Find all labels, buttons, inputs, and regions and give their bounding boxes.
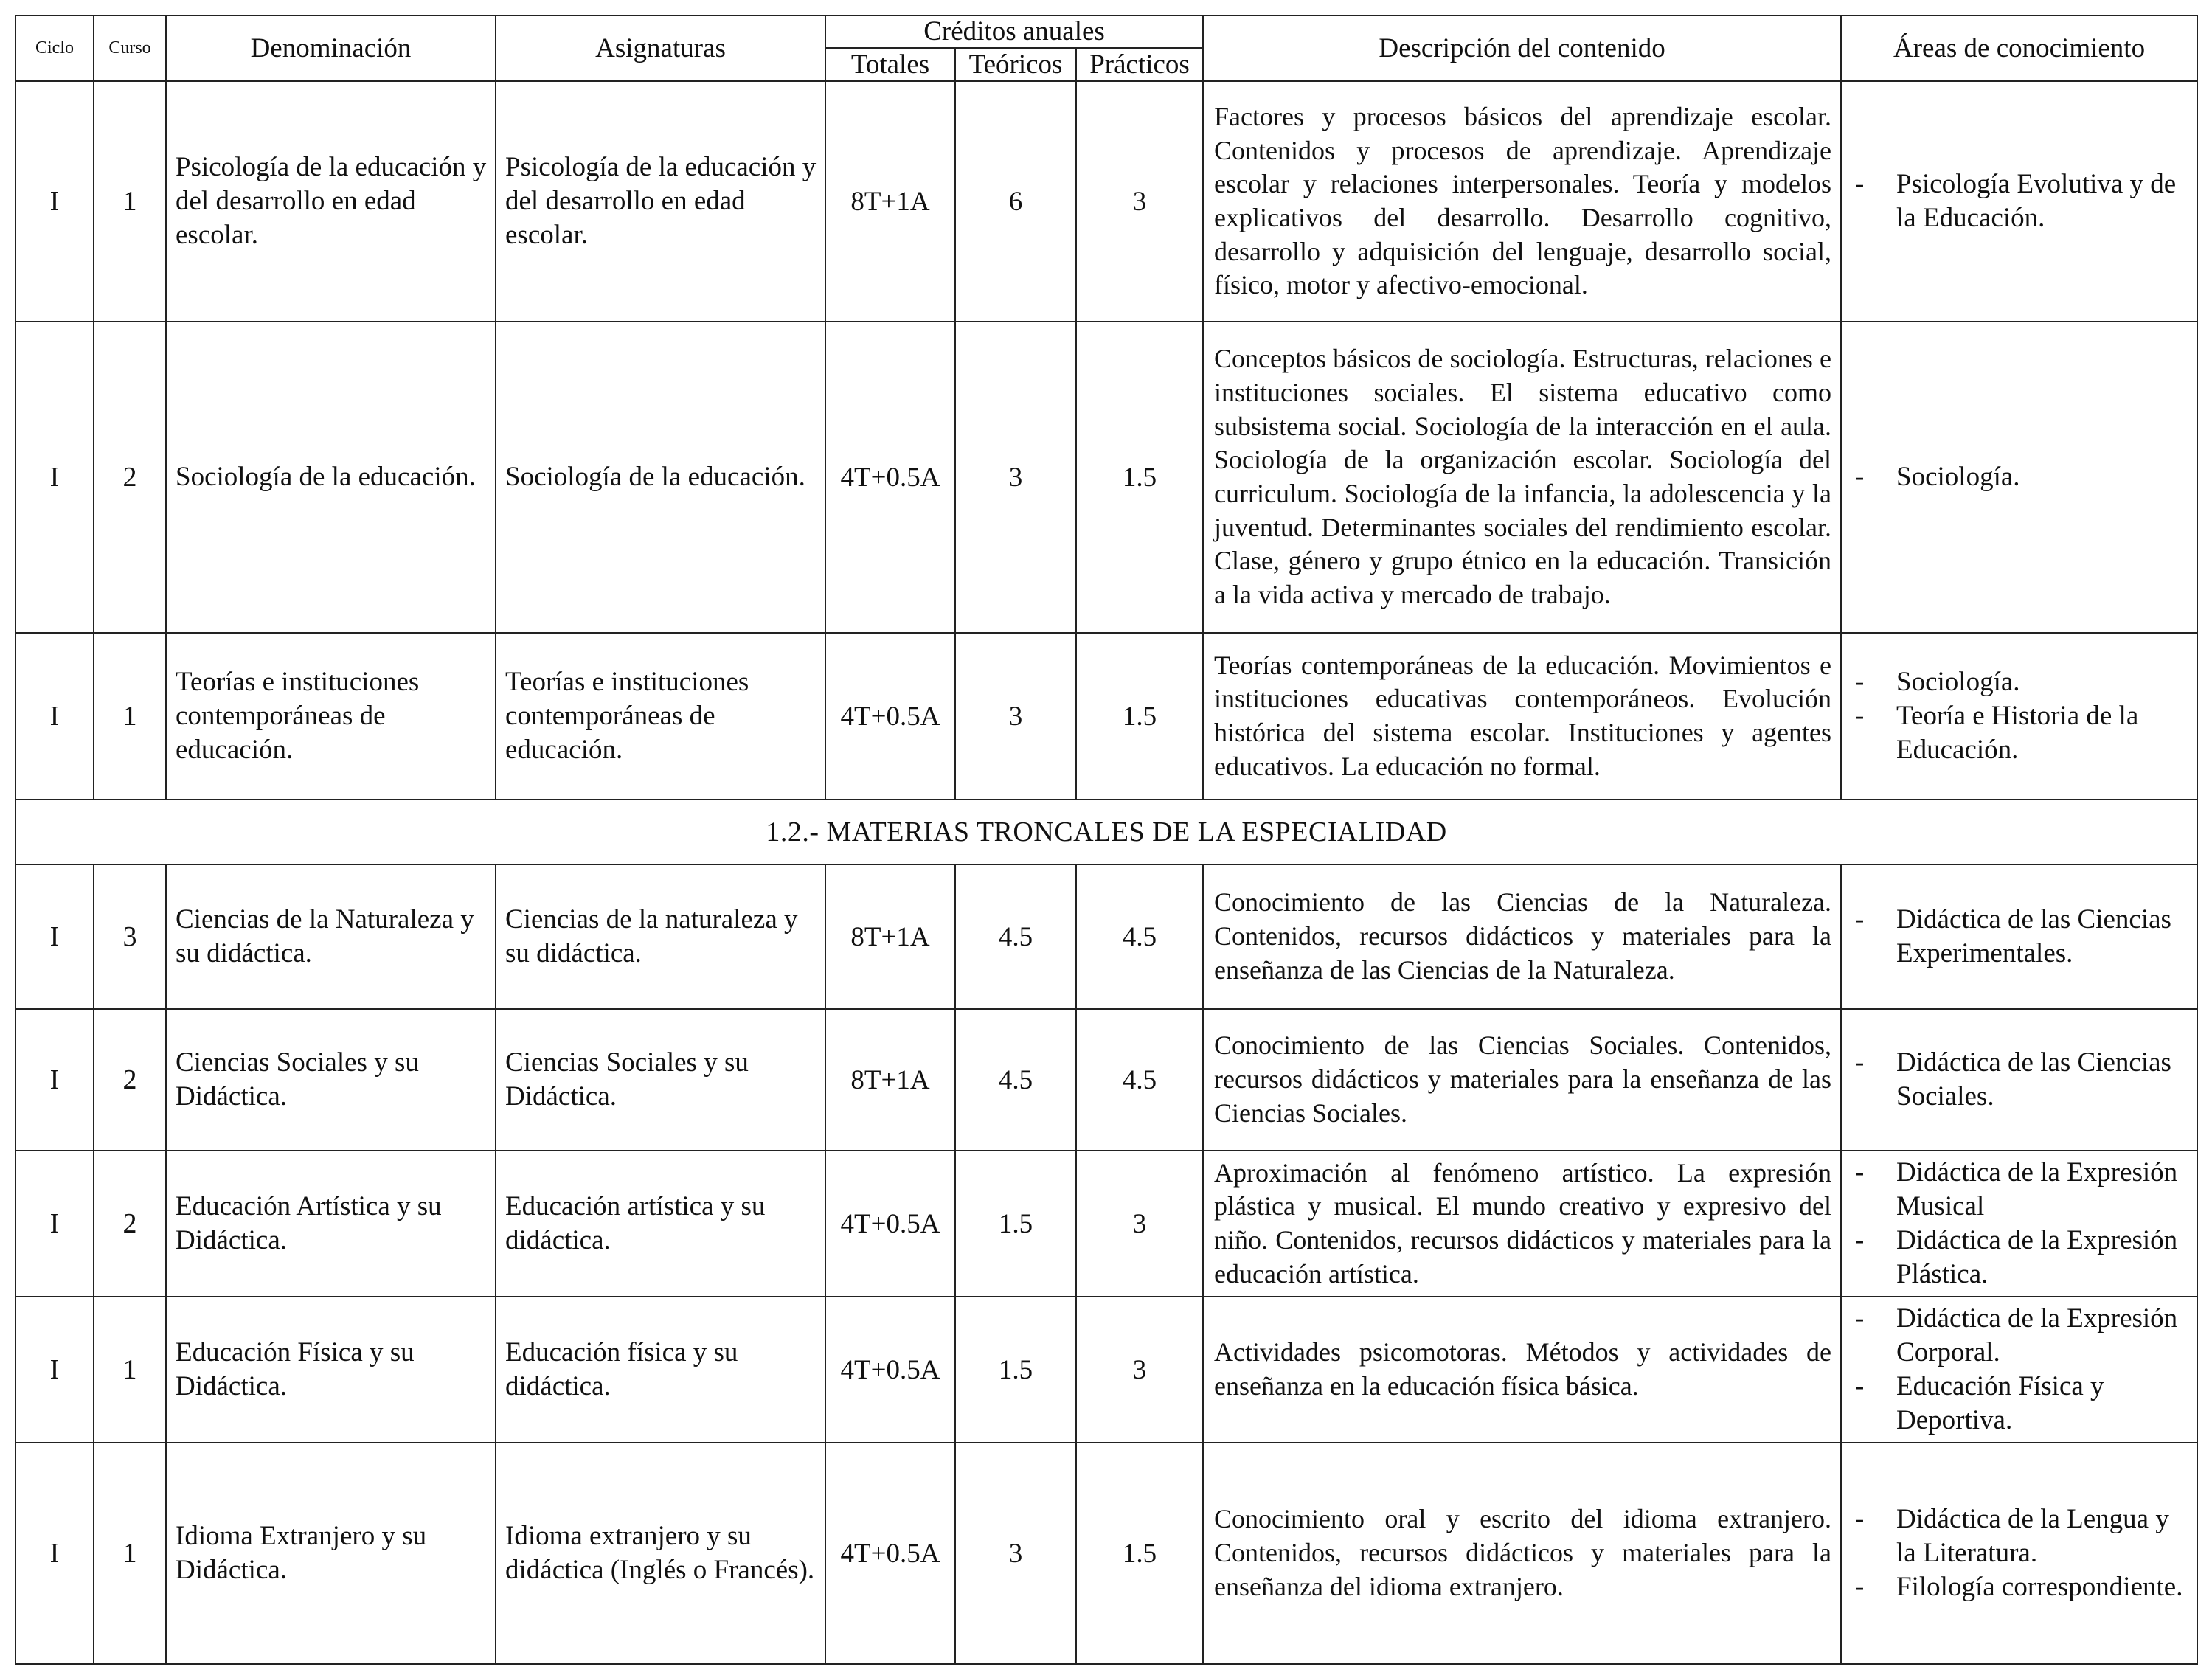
cell-descripcion: Factores y procesos básicos del aprendizaje escolar. Contenidos y procesos de aprendizaje. Aprendizaje escolar y relaciones interpersonales. Teoría y modelos explicativos del desarrollo. Desarrollo cognitivo, desarrollo y adquisición del lenguaje, desarrollo social, físico, motor y afectivo-emocional. [1203,81,1841,322]
cell-ciclo: I [15,633,94,800]
area-item: - Filología correspondiente. [1855,1571,2183,1602]
cell-ciclo: I [15,1009,94,1151]
table-row [15,633,2197,800]
header-asignaturas: Asignaturas [496,15,825,81]
cell-areas [1841,864,2197,1009]
area-item: - Sociología. [1855,462,2020,493]
cell-descripcion: Actividades psicomotoras. Métodos y actividades de enseñanza en la educación física básica. [1203,1297,1841,1443]
cell-descripcion: Teorías contemporáneas de la educación. Movimientos e instituciones educativas contemporáneos. Evolución histórica del sistema escolar. Instituciones y agentes educativos. La educación no formal. [1203,633,1841,800]
area-item: - Psicología Evolutiva y de la Educación. [1855,169,2177,233]
cell-areas [1841,81,2197,322]
area-item: - Didáctica de la Lengua y la Literatura. [1855,1504,2169,1569]
cell-areas [1841,1297,2197,1443]
cell-areas [1841,1151,2197,1297]
header-practicos: Prácticos [1076,48,1203,81]
cell-totales: 4T+0.5A [825,1151,955,1297]
header-areas: Áreas de conocimiento [1841,15,2197,81]
cell-practicos: 3 [1076,1297,1203,1443]
cell-practicos: 3 [1076,81,1203,322]
cell-areas [1841,322,2197,633]
cell-asignaturas: Ciencias Sociales y su Didáctica. [496,1009,825,1151]
area-label: Didáctica de la Expresión Plástica. [1896,1225,2178,1289]
area-label: Sociología. [1896,462,2020,493]
cell-denominacion: Teorías e instituciones contemporáneas de educación. [166,633,496,800]
cell-totales: 4T+0.5A [825,322,955,633]
cell-ciclo: I [15,81,94,322]
cell-curso: 2 [94,1151,166,1297]
cell-teoricos: 3 [955,633,1076,800]
cell-descripcion: Aproximación al fenómeno artístico. La expresión plástica y musical. El mundo creativo y expresivo del niño. Contenidos, recursos didácticos y materiales para la educación artística. [1203,1151,1841,1297]
cell-denominacion: Psicología de la educación y del desarrollo en edad escolar. [166,81,496,322]
area-label: Didáctica de la Expresión Corporal. [1896,1303,2178,1368]
cell-practicos: 4.5 [1076,864,1203,1009]
header-denominacion: Denominación [166,15,496,81]
cell-descripcion: Conocimiento oral y escrito del idioma extranjero. Contenidos, recursos didácticos y materiales para la enseñanza del idioma extranjero. [1203,1443,1841,1664]
cell-asignaturas: Educación artística y su didáctica. [496,1151,825,1297]
cell-denominacion: Sociología de la educación. [166,322,496,633]
cell-denominacion: Ciencias de la Naturaleza y su didáctica. [166,864,496,1009]
area-label: Psicología Evolutiva y de la Educación. [1896,169,2177,233]
area-label: Sociología. [1896,667,2020,698]
cell-descripcion: Conocimiento de las Ciencias de la Naturaleza. Contenidos, recursos didácticos y materiales para la enseñanza de las Ciencias de la Naturaleza. [1203,864,1841,1009]
cell-denominacion: Educación Artística y su Didáctica. [166,1151,496,1297]
cell-totales: 4T+0.5A [825,1297,955,1443]
section-heading-row [15,800,2197,864]
cell-asignaturas: Idioma extranjero y su didáctica (Inglés o Francés). [496,1443,825,1664]
header-teoricos: Teóricos [955,48,1076,81]
cell-practicos: 1.5 [1076,322,1203,633]
table-row [15,1009,2197,1151]
table-row [15,1297,2197,1443]
cell-asignaturas: Psicología de la educación y del desarrollo en edad escolar. [496,81,825,322]
table-row [15,81,2197,322]
cell-teoricos: 3 [955,322,1076,633]
area-item: - Didáctica de las Ciencias Experimentales. [1855,904,2171,968]
cell-totales: 8T+1A [825,1009,955,1151]
area-label: Didáctica de la Expresión Musical [1896,1157,2178,1222]
cell-areas [1841,1443,2197,1664]
table-body [15,81,2197,1664]
cell-denominacion: Ciencias Sociales y su Didáctica. [166,1009,496,1151]
section-title: 1.2.- MATERIAS TRONCALES DE LA ESPECIALIDAD [15,800,2197,864]
cell-curso: 1 [94,633,166,800]
cell-descripcion: Conocimiento de las Ciencias Sociales. Contenidos, recursos didácticos y materiales para la enseñanza de las Ciencias Sociales. [1203,1009,1841,1151]
cell-practicos: 4.5 [1076,1009,1203,1151]
cell-totales: 4T+0.5A [825,633,955,800]
cell-curso: 1 [94,1443,166,1664]
area-label: Educación Física y Deportiva. [1896,1371,2104,1435]
header-descripcion: Descripción del contenido [1203,15,1841,81]
table-header [15,15,2197,81]
table-row [15,1151,2197,1297]
area-item: - Teoría e Historia de la Educación. [1855,701,2139,765]
table-row [15,864,2197,1009]
area-label: Filología correspondiente. [1896,1571,2183,1602]
table-row [15,322,2197,633]
cell-curso: 1 [94,81,166,322]
cell-areas [1841,633,2197,800]
area-item: - Didáctica de la Expresión Musical [1855,1157,2178,1222]
cell-totales: 8T+1A [825,864,955,1009]
cell-ciclo: I [15,864,94,1009]
cell-descripcion: Conceptos básicos de sociología. Estructuras, relaciones e instituciones sociales. El sistema educativo como subsistema social. Sociología de la interacción en el aula. Sociología de la organización escolar. Sociología del curriculum. Sociología de la infancia, la adolescencia y la juventud. Determinantes sociales del rendimiento escolar. Clase, género y grupo étnico en la educación. Transición a la vida activa y mercado de trabajo. [1203,322,1841,633]
area-label: Didáctica de las Ciencias Sociales. [1896,1047,2171,1112]
cell-ciclo: I [15,1297,94,1443]
cell-teoricos: 6 [955,81,1076,322]
cell-ciclo: I [15,1151,94,1297]
cell-teoricos: 4.5 [955,864,1076,1009]
area-item: - Didáctica de la Expresión Plástica. [1855,1225,2178,1289]
cell-ciclo: I [15,1443,94,1664]
header-curso: Curso [94,15,166,81]
area-item: - Didáctica de las Ciencias Sociales. [1855,1047,2171,1112]
cell-asignaturas: Ciencias de la naturaleza y su didáctica. [496,864,825,1009]
header-totales: Totales [825,48,955,81]
cell-teoricos: 1.5 [955,1151,1076,1297]
cell-curso: 2 [94,322,166,633]
cell-teoricos: 4.5 [955,1009,1076,1151]
cell-asignaturas: Educación física y su didáctica. [496,1297,825,1443]
table-row [15,1443,2197,1664]
cell-teoricos: 3 [955,1443,1076,1664]
cell-practicos: 3 [1076,1151,1203,1297]
cell-curso: 3 [94,864,166,1009]
cell-practicos: 1.5 [1076,1443,1203,1664]
cell-practicos: 1.5 [1076,633,1203,800]
cell-ciclo: I [15,322,94,633]
area-item: - Didáctica de la Expresión Corporal. [1855,1303,2178,1368]
cell-denominacion: Idioma Extranjero y su Didáctica. [166,1443,496,1664]
area-item: - Educación Física y Deportiva. [1855,1371,2104,1435]
curriculum-table [15,15,2198,1665]
cell-curso: 1 [94,1297,166,1443]
cell-totales: 8T+1A [825,81,955,322]
cell-areas [1841,1009,2197,1151]
area-label: Didáctica de la Lengua y la Literatura. [1896,1504,2169,1569]
cell-totales: 4T+0.5A [825,1443,955,1664]
area-item: - Sociología. [1855,667,2020,698]
header-ciclo: Ciclo [15,15,94,81]
cell-teoricos: 1.5 [955,1297,1076,1443]
cell-curso: 2 [94,1009,166,1151]
cell-asignaturas: Teorías e instituciones contemporáneas de educación. [496,633,825,800]
cell-denominacion: Educación Física y su Didáctica. [166,1297,496,1443]
cell-asignaturas: Sociología de la educación. [496,322,825,633]
area-label: Teoría e Historia de la Educación. [1896,701,2139,765]
area-label: Didáctica de las Ciencias Experimentales. [1896,904,2171,968]
header-creditos-anuales: Créditos anuales [825,15,1203,48]
